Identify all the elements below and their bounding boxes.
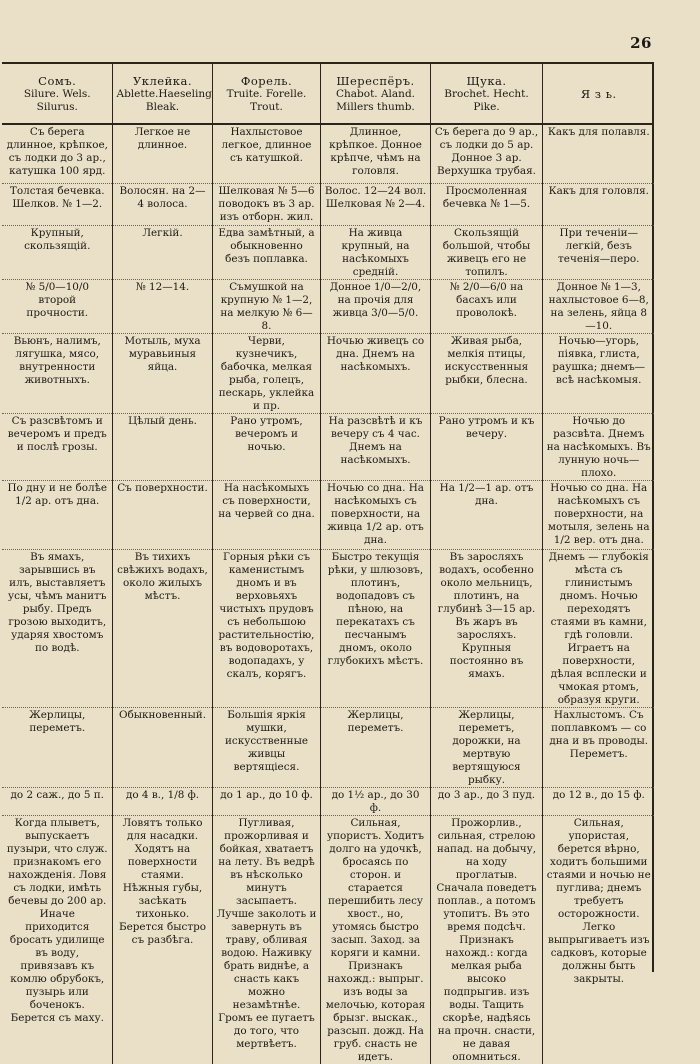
table-cell: Жерлицы, переметъ, дорожки, на мертвую вертящуюся рыбку. <box>430 708 542 788</box>
table-cell: Быстро текущія рѣки, у шлюзовъ, плотинъ, водопадовъ съ пѣною, на перекатахъ съ песчанымъ дномъ, около глубокихъ мѣстъ. <box>320 550 430 708</box>
table-cell: Донное 1/0—2/0, на прочія для живца 3/0—5/0. <box>320 280 430 334</box>
table-cell: Волосян. на 2—4 волоса. <box>112 184 212 226</box>
table-cell: Длинное, крѣпкое. Донное крѣпче, чѣмъ на головля. <box>320 124 430 184</box>
table-cell: Большія яркія мушки, искусственные живцы вертящіеся. <box>212 708 320 788</box>
table-row-bait <box>2 334 654 414</box>
table-cell: № 12—14. <box>112 280 212 334</box>
fish-latin-name: Trout. <box>217 101 317 114</box>
table-cell: Съ разсвѣтомъ и вечеромъ и предъ и послѣ грозы. <box>2 414 112 481</box>
table-cell: Шелковая № 5—6 поводокъ въ 3 ар. изъ отборн. жил. <box>212 184 320 226</box>
table-cell: Мотыль, муха муравьиныя яйца. <box>112 334 212 414</box>
table-cell: Цѣлый день. <box>112 414 212 481</box>
table-cell: Съ берега до 9 ар., съ лодки до 5 ар. Донное 3 ар. Верхушка трубая. <box>430 124 542 184</box>
table-cell: Сильная, упористъ. Ходитъ долго на удочкѣ, бросаясь по сторон. и старается перешибить лесу хвост., но, утомясь быстро засып. Заход. за коряги и камни. Признакъ нахожд.: выпрыг. изъ воды за мелочью, которая брызг. выскак., разсып. дожд. На груб. снасть не идетъ. <box>320 816 430 1064</box>
column-header-yaz <box>542 64 654 124</box>
table-row-hook <box>2 280 654 334</box>
table-cell: На насѣкомыхъ съ поверхности, на червей со дна. <box>212 481 320 550</box>
column-header-shchuka <box>430 64 542 124</box>
table-row-method <box>2 708 654 788</box>
table-cell: Ночью со дна. На насѣкомыхъ съ поверхности, на живца 1/2 ар. отъ дна. <box>320 481 430 550</box>
table-cell: Ночью до разсвѣта. Днемъ на насѣкомыхъ. Въ лунную ночь—плохо. <box>542 414 654 481</box>
table-cell: Въ тихихъ свѣжихъ водахъ, около жилыхъ мѣстъ. <box>112 550 212 708</box>
table-cell: Нахлыстовое легкое, длинное съ катушкой. <box>212 124 320 184</box>
fish-latin-name: Silure. Wels. <box>6 88 109 101</box>
column-header-forel <box>212 64 320 124</box>
table-cell: до 1½ ар., до 30 ф. <box>320 788 430 816</box>
table-cell: Просмоленная бечевка № 1—5. <box>430 184 542 226</box>
fish-latin-name: Truite. Forelle. <box>217 88 317 101</box>
fish-name: Я з ь. <box>547 88 652 101</box>
table-cell: до 3 ар., до 3 пуд. <box>430 788 542 816</box>
table-cell: № 2/0—6/0 на басахъ или проволокѣ. <box>430 280 542 334</box>
fish-latin-name: Pike. <box>435 101 539 114</box>
fish-name: Шереспёръ. <box>325 75 427 88</box>
table-cell: Въ ямахъ, зарывшись въ илъ, выставляетъ усы, чѣмъ манитъ рыбу. Предъ грозою выходитъ, ударяя хвостомъ по водѣ. <box>2 550 112 708</box>
table-cell: На живца крупный, на насѣкомыхъ средній. <box>320 226 430 280</box>
table-row-size <box>2 788 654 816</box>
table-cell: Рано утромъ, вечеромъ и ночью. <box>212 414 320 481</box>
table-cell: Едва замѣтный, а обыкновенно безъ поплавка. <box>212 226 320 280</box>
table-cell: На 1/2—1 ар. отъ дна. <box>430 481 542 550</box>
table-cell: Съ поверхности. <box>112 481 212 550</box>
table-cell: На разсвѣтѣ и къ вечеру съ 4 час. Днемъ на насѣкомыхъ. <box>320 414 430 481</box>
table-row-depth <box>2 481 654 550</box>
table-cell: По дну и не болѣе 1/2 ар. отъ дна. <box>2 481 112 550</box>
table-cell: Прожорлив., сильная, стрелою напад. на добычу, на ходу проглатыв. Сначала поведетъ поплав., а потомъ утопитъ. Въ это время подсѣч. Признакъ нахожд.: когда мелкая рыба высоко подпрыгив. изъ воды. Тащить скорѣе, надѣясь на прочн. снасти, не давая опомниться. <box>430 816 542 1064</box>
fishing-table-frame <box>2 62 654 972</box>
table-row-line <box>2 184 654 226</box>
table-cell: Жерлицы, переметъ. <box>2 708 112 788</box>
fish-name: Щука. <box>435 75 539 88</box>
table-cell: до 4 в., 1/8 ф. <box>112 788 212 816</box>
table-cell: Черви, кузнечикъ, бабочка, мелкая рыба, голецъ, пескарь, уклейка и пр. <box>212 334 320 414</box>
table-cell: Съмушкой на крупную № 1—2, на мелкую № 6—8. <box>212 280 320 334</box>
table-cell: Ночью—угорь, піявка, глиста, раушка; днемъ—всѣ насѣкомыя. <box>542 334 654 414</box>
table-cell: Обыкновенный. <box>112 708 212 788</box>
table-cell: Сильная, упористая, берется вѣрно, ходитъ большими стаями и ночью не пуглива; днемъ требуетъ осторожности. Легко выпрыгиваетъ изъ садковъ, которые должны быть закрыты. <box>542 816 654 1064</box>
fish-name: Уклейка. <box>117 75 209 88</box>
table-cell: Въ заросляхъ водахъ, особенно около мельницъ, плотинъ, на глубинѣ 3—15 ар. Въ жаръ въ заросляхъ. Крупныя постоянно въ ямахъ. <box>430 550 542 708</box>
table-cell: Донное № 1—3, нахлыстовое 6—8, на зелень, яйца 8—10. <box>542 280 654 334</box>
table-row-time <box>2 414 654 481</box>
table-cell: Легкое не длинное. <box>112 124 212 184</box>
fish-latin-name: Millers thumb. <box>325 101 427 114</box>
column-header-sheresper <box>320 64 430 124</box>
table-row-notes <box>2 816 654 1064</box>
fish-latin-name: Silurus. <box>6 101 109 114</box>
table-cell: Легкій. <box>112 226 212 280</box>
table-cell: Какъ для полавля. <box>542 124 654 184</box>
table-cell: Какъ для головля. <box>542 184 654 226</box>
fish-latin-name: Bleak. <box>117 101 209 114</box>
fish-latin-name: Ablette.Haeseling <box>117 88 209 101</box>
table-cell: Днемъ — глубокія мѣста съ глинистымъ дномъ. Ночью переходятъ стаями въ камни, гдѣ головли. Играетъ на поверхности, дѣлая всплески и чмокая ртомъ, образуя круги. <box>542 550 654 708</box>
table-cell: Живая рыба, мелкія птицы, искусственныя рыбки, блесна. <box>430 334 542 414</box>
fish-name: Сомъ. <box>6 75 109 88</box>
table-cell: до 2 саж., до 5 п. <box>2 788 112 816</box>
table-cell: Рано утромъ и къ вечеру. <box>430 414 542 481</box>
table-cell: № 5/0—10/0 второй прочности. <box>2 280 112 334</box>
table-row-habitat <box>2 550 654 708</box>
fish-name: Форель. <box>217 75 317 88</box>
fishing-table <box>2 64 654 1064</box>
fish-latin-name: Brochet. Hecht. <box>435 88 539 101</box>
table-cell: Жерлицы, переметъ. <box>320 708 430 788</box>
header-row <box>2 64 654 124</box>
table-cell: до 1 ар., до 10 ф. <box>212 788 320 816</box>
page-number: 26 <box>630 34 652 52</box>
table-cell: Крупный, скользящій. <box>2 226 112 280</box>
fish-latin-name: Chabot. Aland. <box>325 88 427 101</box>
table-cell: Скользящій большой, чтобы живецъ его не топилъ. <box>430 226 542 280</box>
column-header-ukleika <box>112 64 212 124</box>
table-cell: Съ берега длинное, крѣпкое, съ лодки до 3 ар., катушка 100 ярд. <box>2 124 112 184</box>
table-cell: Нахлыстомъ. Съ поплавкомъ — со дна и въ проводы. Переметъ. <box>542 708 654 788</box>
table-row-float <box>2 226 654 280</box>
table-cell: Толстая бечевка. Шелков. № 1—2. <box>2 184 112 226</box>
table-cell: При теченіи—легкій, безъ теченія—перо. <box>542 226 654 280</box>
table-cell: Пугливая, прожорливая и бойкая, хватаетъ на лету. Въ ведрѣ въ нѣсколько минутъ засыпаетъ. Лучше заколоть и завернуть въ траву, обливая водою. Наживку брать виднѣе, а снасть какъ можно незамѣтнѣе. Громъ ее пугаетъ до того, что мертвѣетъ. <box>212 816 320 1064</box>
table-cell: Когда плыветъ, выпускаетъ пузыри, что служ. признакомъ его нахожденія. Ловя съ лодки, имѣть бечевы до 200 ар. Иначе приходится бросать удилище въ воду, привязавъ къ комлю обрубокъ, пузырь или боченокъ. Берется съ маху. <box>2 816 112 1064</box>
table-cell: Горныя рѣки съ каменистымъ дномъ и въ верховьяхъ чистыхъ прудовъ съ небольшою растительностію, въ водоворотахъ, водопадахъ, у скалъ, корягъ. <box>212 550 320 708</box>
table-cell: Волос. 12—24 вол. Шелковая № 2—4. <box>320 184 430 226</box>
table-cell: Ночью живецъ со дна. Днемъ на насѣкомыхъ. <box>320 334 430 414</box>
table-cell: до 12 в., до 15 ф. <box>542 788 654 816</box>
table-cell: Вьюнъ, налимъ, лягушка, мясо, внутренности животныхъ. <box>2 334 112 414</box>
table-row-rod <box>2 124 654 184</box>
column-header-som <box>2 64 112 124</box>
table-cell: Ловятъ только для насадки. Ходятъ на поверхности стаями. Нѣжныя губы, засѣкать тихонько. Берется быстро съ разбѣга. <box>112 816 212 1064</box>
table-cell: Ночью со дна. На насѣкомыхъ съ поверхности, на мотыля, зелень на 1/2 вер. отъ дна. <box>542 481 654 550</box>
